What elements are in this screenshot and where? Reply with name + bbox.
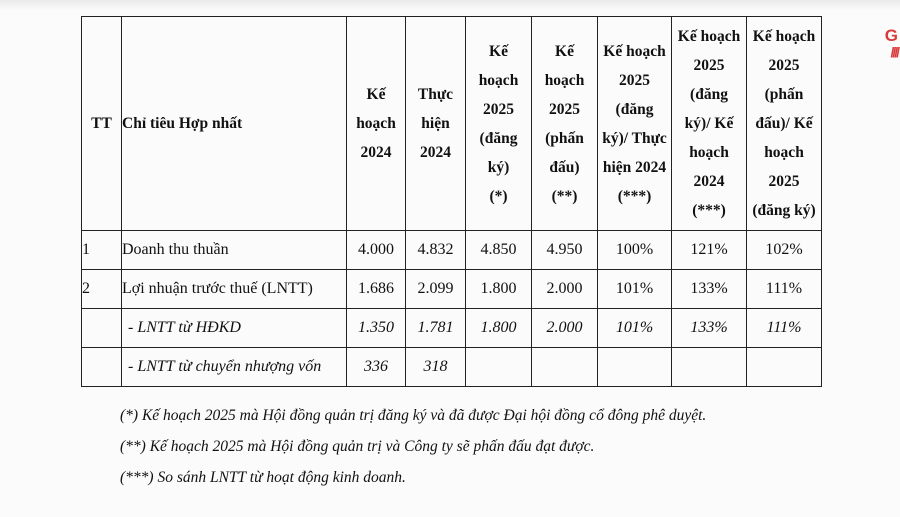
table-row-pbt-business [82, 309, 822, 348]
red-stamp-mark [885, 28, 898, 60]
cell-ratio-target-vs-registered: 111% [747, 309, 822, 348]
cell-ratio-registered-vs-actual: 101% [598, 270, 672, 309]
cell-ratio-registered-vs-actual [598, 348, 672, 387]
cell-plan-2024: 336 [347, 348, 406, 387]
table-row-profit-before-tax [82, 270, 822, 309]
table-row-net-revenue [82, 231, 822, 270]
footnote-registered-plan: (*) Kế hoạch 2025 mà Hội đồng quản trị đăng ký và đã được Đại hội đồng cổ đông phê duyệt. [120, 407, 707, 424]
header-ratio-registered-vs-actual: Kế hoạch 2025 (đăng ký)/ Thực hiện 2024 (***) [598, 17, 672, 231]
header-plan-2025-target: Kế hoạch 2025 (phấn đấu) (**) [532, 17, 598, 231]
cell-plan-2024: 1.686 [347, 270, 406, 309]
header-ratio-target-vs-registered: Kế hoạch 2025 (phấn đấu)/ Kế hoạch 2025 (đăng ký) [747, 17, 822, 231]
header-row [82, 17, 822, 231]
cell-ratio-target-vs-registered [747, 348, 822, 387]
footnote-target-plan: (**) Kế hoạch 2025 mà Hội đồng quản trị và Công ty sẽ phấn đấu đạt được. [120, 438, 595, 455]
header-ratio-registered-vs-plan: Kế hoạch 2025 (đăng ký)/ Kế hoạch 2024 (***) [672, 17, 747, 231]
row-indicator: Doanh thu thuần [122, 231, 347, 270]
cell-plan-2025-registered: 4.850 [466, 231, 532, 270]
cell-ratio-registered-vs-actual: 100% [598, 231, 672, 270]
cell-ratio-registered-vs-plan: 133% [672, 270, 747, 309]
cell-ratio-registered-vs-plan [672, 348, 747, 387]
cell-plan-2025-target [532, 348, 598, 387]
cell-plan-2025-target: 2.000 [532, 270, 598, 309]
cell-ratio-registered-vs-plan: 133% [672, 309, 747, 348]
row-indicator: - LNTT từ chuyển nhượng vốn [122, 348, 347, 387]
footnote-comparison: (***) So sánh LNTT từ hoạt động kinh doanh. [120, 469, 406, 486]
cell-ratio-registered-vs-actual: 101% [598, 309, 672, 348]
header-plan-2025-registered: Kế hoạch 2025 (đăng ký) (*) [466, 17, 532, 231]
cell-plan-2025-registered: 1.800 [466, 270, 532, 309]
header-plan-2024: Kế hoạch 2024 [347, 17, 406, 231]
row-tt [82, 309, 122, 348]
cell-ratio-target-vs-registered: 111% [747, 270, 822, 309]
row-tt [82, 348, 122, 387]
header-tt: TT [82, 17, 122, 231]
cell-plan-2025-target: 4.950 [532, 231, 598, 270]
row-indicator: Lợi nhuận trước thuế (LNTT) [122, 270, 347, 309]
cell-plan-2024: 4.000 [347, 231, 406, 270]
row-tt: 2 [82, 270, 122, 309]
row-tt: 1 [82, 231, 122, 270]
row-indicator: - LNTT từ HĐKD [122, 309, 347, 348]
cell-ratio-registered-vs-plan: 121% [672, 231, 747, 270]
cell-plan-2025-registered: 1.800 [466, 309, 532, 348]
header-actual-2024: Thực hiện 2024 [406, 17, 466, 231]
cell-plan-2025-target: 2.000 [532, 309, 598, 348]
header-indicator: Chỉ tiêu Hợp nhất [122, 17, 347, 231]
page-top-edge [0, 0, 900, 10]
cell-actual-2024: 4.832 [406, 231, 466, 270]
footnotes [120, 400, 706, 493]
cell-actual-2024: 318 [406, 348, 466, 387]
cell-plan-2024: 1.350 [347, 309, 406, 348]
cell-actual-2024: 2.099 [406, 270, 466, 309]
table-row-pbt-capital-transfer [82, 348, 822, 387]
stamp-letter: G [884, 26, 898, 45]
financial-plan-table [81, 16, 822, 387]
cell-ratio-target-vs-registered: 102% [747, 231, 822, 270]
cell-actual-2024: 1.781 [406, 309, 466, 348]
stamp-lines-icon: //// [890, 44, 898, 60]
cell-plan-2025-registered [466, 348, 532, 387]
